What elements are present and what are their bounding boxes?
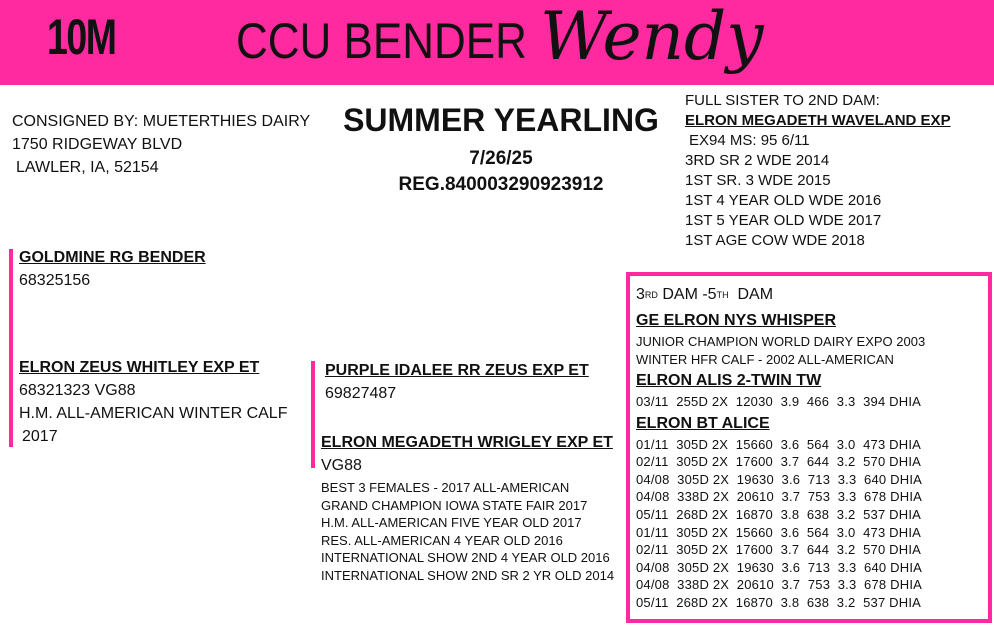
lot-number: 10M	[47, 9, 116, 65]
production-record: 05/11 268D 2X 16870 3.8 638 3.2 537 DHIA	[636, 506, 922, 522]
production-record: 03/11 255D 2X 12030 3.9 466 3.3 394 DHIA	[636, 394, 922, 409]
dam-award: 2017	[22, 428, 58, 445]
production-record: 04/08 305D 2X 19630 3.6 713 3.3 640 DHIA	[636, 559, 923, 575]
second-dam-award: H.M. ALL-AMERICAN FIVE YEAR OLD 2017	[321, 515, 582, 530]
maternal-sire-name: PURPLE IDALEE RR ZEUS EXP ET	[325, 362, 589, 379]
production-record: 02/11 305D 2X 17600 3.7 644 3.2 570 DHIA	[636, 542, 922, 558]
sister-award: EX94 MS: 95 6/11	[689, 132, 810, 149]
production-record: 04/08 305D 2X 19630 3.6 713 3.3 640 DHIA	[636, 471, 923, 487]
production-record: 04/08 338D 2X 20610 3.7 753 3.3 678 DHIA	[636, 577, 923, 593]
consignor-block	[12, 110, 310, 179]
second-dam-block	[321, 431, 625, 584]
pedigree-bracket	[311, 361, 315, 468]
full-sister-heading: FULL SISTER TO 2ND DAM:	[685, 92, 880, 109]
second-dam-score: VG88	[321, 457, 362, 474]
consignor-line: LAWLER, IA, 52154	[16, 159, 159, 176]
production-record: 01/11 305D 2X 15660 3.6 564 3.0 473 DHIA	[636, 436, 922, 452]
second-dam-award: RES. ALL-AMERICAN 4 YEAR OLD 2016	[321, 532, 563, 548]
production-record: 01/11 305D 2X 15660 3.6 564 3.0 473 DHIA	[636, 524, 922, 540]
sister-award: 1ST 5 YEAR OLD WDE 2017	[685, 212, 882, 229]
deep-dams-heading	[636, 284, 773, 306]
heading-part: DAM -5	[657, 286, 717, 303]
heading-sup: RD	[644, 290, 658, 300]
birth-date: 7/26/25	[469, 148, 533, 169]
maternal-sire-reg: 69827487	[325, 385, 397, 402]
sister-award: 1ST SR. 3 WDE 2015	[685, 172, 831, 189]
sister-award: 3RD SR 2 WDE 2014	[685, 152, 830, 169]
second-dam-award: BEST 3 FEMALES - 2017 ALL-AMERICAN	[321, 480, 570, 495]
third-dam-award: JUNIOR CHAMPION WORLD DAIRY EXPO 2003	[636, 334, 926, 349]
heading-part: DAM	[728, 286, 774, 303]
dam-award: H.M. ALL-AMERICAN WINTER CALF	[19, 405, 288, 422]
third-dam-block	[636, 309, 986, 612]
production-record: 02/11 305D 2X 17600 3.7 644 3.2 570 DHIA	[636, 454, 922, 470]
production-record: 05/11 268D 2X 16870 3.8 638 3.2 537 DHIA	[636, 594, 922, 610]
sister-award: 1ST AGE COW WDE 2018	[685, 232, 865, 249]
class-block	[334, 100, 668, 198]
dam-block	[19, 356, 287, 448]
header-banner	[0, 0, 994, 85]
sister-award: 1ST 4 YEAR OLD WDE 2016	[685, 192, 882, 209]
registration-number: REG.840003290923912	[398, 174, 604, 195]
pedigree-bracket	[9, 249, 13, 447]
sire-name: GOLDMINE RG BENDER	[19, 249, 206, 266]
animal-name-script: Wendy	[540, 0, 764, 75]
consignor-line: CONSIGNED BY: MUETERTHIES DAIRY	[12, 113, 311, 130]
dam-name: ELRON ZEUS WHITLEY EXP ET	[19, 359, 260, 376]
production-record: 04/08 338D 2X 20610 3.7 753 3.3 678 DHIA	[636, 489, 923, 505]
second-dam-name: ELRON MEGADETH WRIGLEY EXP ET	[321, 434, 613, 451]
third-dam-name: GE ELRON NYS WHISPER	[636, 312, 837, 329]
second-dam-award: INTERNATIONAL SHOW 2ND 4 YEAR OLD 2016	[321, 550, 610, 565]
sire-reg: 68325156	[19, 272, 91, 289]
full-sister-block	[685, 91, 985, 251]
second-dam-awards	[321, 479, 625, 584]
sire-block	[19, 246, 206, 292]
maternal-sire-block	[325, 359, 589, 405]
consignor-line: 1750 RIDGEWAY BLVD	[12, 136, 183, 153]
third-dam-award: WINTER HFR CALF - 2002 ALL-AMERICAN	[636, 351, 894, 367]
fifth-dam-name: ELRON BT ALICE	[636, 414, 770, 432]
fourth-dam-name: ELRON ALIS 2-TWIN TW	[636, 372, 822, 389]
class-title: SUMMER YEARLING	[343, 102, 659, 138]
deep-dams-box	[626, 272, 992, 623]
second-dam-award: INTERNATIONAL SHOW 2ND SR 2 YR OLD 2014	[321, 567, 615, 583]
full-sister-name: ELRON MEGADETH WAVELAND EXP	[685, 112, 951, 129]
animal-name-main: CCU BENDER	[236, 13, 527, 69]
heading-sup: TH	[716, 290, 729, 300]
heading-part: 3	[636, 286, 645, 303]
dam-reg: 68321323 VG88	[19, 382, 136, 399]
second-dam-award: GRAND CHAMPION IOWA STATE FAIR 2017	[321, 497, 588, 513]
